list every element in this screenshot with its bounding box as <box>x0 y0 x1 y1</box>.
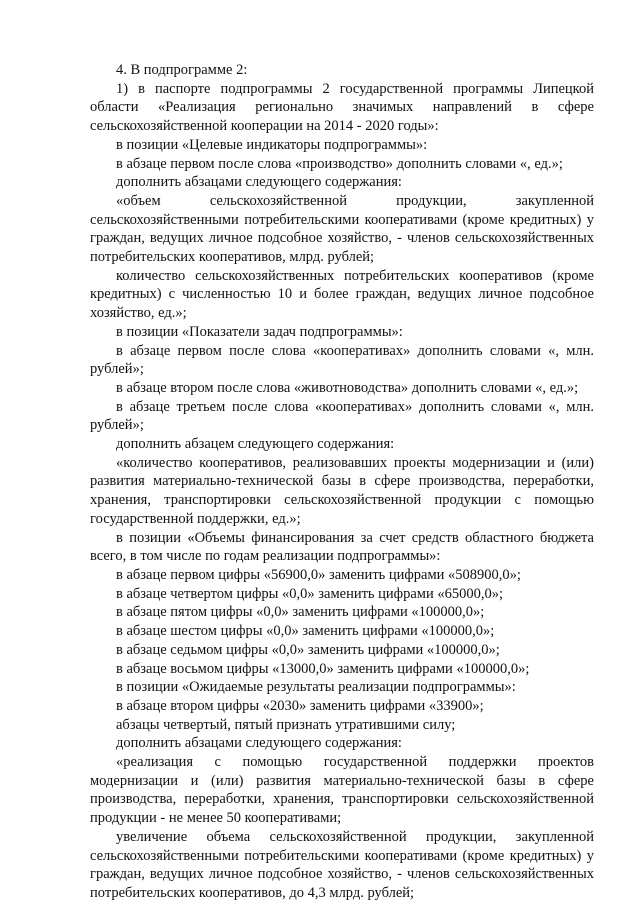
paragraph: в абзаце шестом цифры «0,0» заменить цифрами «100000,0»; <box>116 623 495 640</box>
paragraph: в абзаце четвертом цифры «0,0» заменить цифрами «65000,0»; <box>116 585 503 602</box>
paragraph: в абзаце втором после слова «животноводства» дополнить словами «, ед.»; <box>116 379 579 396</box>
paragraph: в абзаце седьмом цифры «0,0» заменить цифрами «100000,0»; <box>116 641 500 658</box>
paragraph: в позиции «Показатели задач подпрограммы»: <box>116 323 403 340</box>
paragraph: абзацы четвертый, пятый признать утратившими силу; <box>116 716 456 733</box>
paragraph: в абзаце третьем после слова «кооперативах» дополнить словами «, млн. рублей»; <box>90 398 594 434</box>
paragraph: дополнить абзацами следующего содержания: <box>116 735 402 752</box>
paragraph: «количество кооперативов, реализовавших проекты модернизации и (или) развития материально-технической базы в сфере производства, переработки, хранения, транспортировки сельскохозяйственной продукции с помощью государственной поддержки, ед.»; <box>90 454 594 527</box>
paragraph: 1) в паспорте подпрограммы 2 государственной программы Липецкой области «Реализация регионально значимых направлений в сфере сельскохозяйственной кооперации на 2014 - 2020 годы»: <box>90 80 594 135</box>
paragraph: в абзаце восьмом цифры «13000,0» заменить цифрами «100000,0»; <box>116 660 530 677</box>
paragraph: в позиции «Ожидаемые результаты реализации подпрограммы»: <box>116 679 516 696</box>
paragraph: в позиции «Объемы финансирования за счет средств областного бюджета всего, в том числе по годам реализации подпрограммы»: <box>90 529 594 565</box>
document-page <box>90 61 594 903</box>
paragraph: «реализация с помощью государственной поддержки проектов модернизации и (или) развития материально-технической базы в сфере производства, переработки, хранения, транспортировки сельскохозяйственной продукции - не менее 50 кооперативами; <box>90 754 594 827</box>
paragraph: в абзаце первом цифры «56900,0» заменить цифрами «508900,0»; <box>116 566 521 583</box>
paragraph: количество сельскохозяйственных потребительских кооперативов (кроме кредитных) с численностью 10 и более граждан, ведущих личное подсобное хозяйство, ед.»; <box>90 267 594 322</box>
paragraph: в абзаце пятом цифры «0,0» заменить цифрами «100000,0»; <box>116 604 485 621</box>
section-heading: 4. В подпрограмме 2: <box>116 62 248 78</box>
paragraph: в абзаце первом после слова «производство» дополнить словами «, ед.»; <box>116 155 563 172</box>
paragraph: дополнить абзацем следующего содержания: <box>116 436 395 453</box>
paragraph: в абзаце первом после слова «кооперативах» дополнить словами «, млн. рублей»; <box>90 342 594 378</box>
paragraph: дополнить абзацами следующего содержания: <box>116 174 402 191</box>
paragraph: в позиции «Целевые индикаторы подпрограммы»: <box>116 136 428 153</box>
paragraph: «объем сельскохозяйственной продукции, закупленной сельскохозяйственными потребительскими кооперативами (кроме кредитных) у граждан, ведущих личное подсобное хозяйство, - членов сельскохозяйственных потребительских кооперативов, млрд. рублей; <box>90 192 594 266</box>
paragraph: увеличение объема сельскохозяйственной продукции, закупленной сельскохозяйственными потребительскими кооперативами (кроме кредитных) у граждан, ведущих личное подсобное хозяйство, - членов сельскохозяйственных потребительских кооперативов, до 4,3 млрд. рублей; <box>90 828 594 901</box>
paragraph: в абзаце втором цифры «2030» заменить цифрами «33900»; <box>116 697 484 714</box>
